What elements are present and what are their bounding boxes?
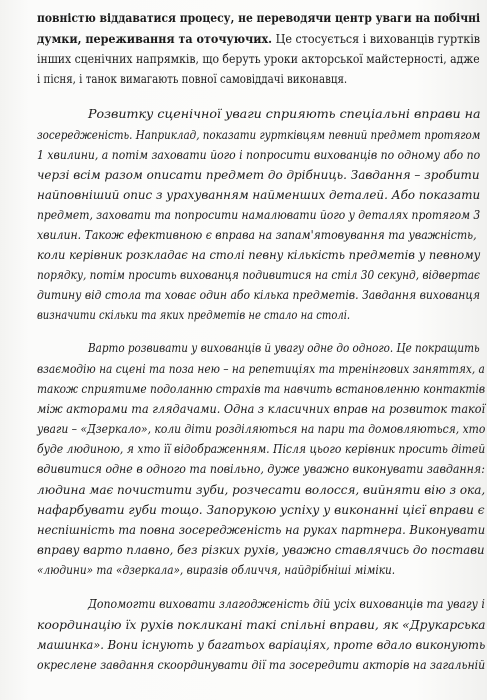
text-line — [37, 461, 485, 477]
text-span: вправу варто плавно, без різких рухів, уважно ставлячись до постави — [37, 543, 485, 557]
text-line — [37, 247, 480, 263]
text-span: «людини» та «дзеркала», виразів обличчя, найдрібніші міміки. — [37, 563, 396, 577]
text-line — [37, 167, 480, 183]
text-line — [37, 307, 350, 323]
text-line — [37, 522, 485, 538]
text-line — [37, 542, 485, 558]
text-line — [37, 421, 485, 437]
text-line — [37, 127, 480, 143]
text-line — [37, 267, 480, 283]
text-span: інших сценічних напрямків, що беруть уроки акторської майстерності, адже — [37, 51, 480, 66]
text-line — [37, 147, 480, 163]
text-line — [37, 207, 480, 223]
text-line — [37, 401, 485, 417]
text-span: вдивитися одне в одного та повільно, дуже уважно виконувати завдання: — [37, 462, 485, 476]
text-line — [37, 657, 485, 673]
text-span: Розвитку сценічної уваги сприяють спеціальні вправи на — [88, 107, 481, 121]
text-line — [37, 10, 480, 26]
text-line — [37, 31, 480, 47]
text-line — [37, 381, 485, 397]
text-span: визначити скільки та яких предметів не стало на столі. — [37, 308, 351, 322]
text-line — [37, 71, 347, 87]
text-span: 1 хвилини, а потім заховати його і попросити вихованців по одному або по — [37, 148, 481, 162]
text-span: буде людиною, я хто її відображенням. Після цього керівник просить дітей — [37, 442, 486, 456]
text-span: координацію їх рухів покликані такі спільні вправи, як «Друкарська — [37, 618, 486, 632]
text-line — [37, 287, 480, 303]
text-line — [37, 187, 480, 203]
text-span: черзі всім разом описати предмет до дрібниць. Завдання – зробити — [37, 168, 480, 182]
text-span: коли керівник розкладає на столі певну кількість предметів у певному — [37, 248, 481, 262]
text-span: окреслене завдання скоординувати дії та зосередити акторів на загальній — [37, 658, 486, 672]
text-line — [88, 106, 480, 122]
text-span: думки, переживання та оточуючих. — [37, 31, 273, 46]
text-span: також сприятиме подоланню страхів та навчить встановленню контактів — [37, 382, 485, 396]
text-line — [37, 502, 485, 518]
text-span: порядку, потім просить вихованця подивитися на стіл 30 секунд, відвертає — [37, 268, 480, 282]
text-line — [37, 562, 395, 578]
text-span: взаємодію на сцені та поза нею – на репетиціях та тренінгових заняттях, а — [37, 362, 485, 376]
text-span: зосередженість. Наприклад, показати гуртківцям певний предмет протягом — [37, 128, 481, 142]
text-span: хвилин. Також ефективною є вправа на запам'ятовування та уважність, — [37, 228, 477, 242]
text-span: Це стосується і вихованців гуртків — [272, 31, 481, 46]
text-span: і пісня, і танок вимагають повної самовіддачі виконавця. — [37, 71, 348, 86]
text-line — [37, 637, 485, 653]
text-line — [37, 441, 485, 457]
text-line — [37, 617, 485, 633]
text-span: між акторами та глядачами. Одна з класичних вправ на розвиток такої — [37, 402, 486, 416]
text-span: уваги – «Дзеркало», коли діти розділяються на пари та домовляються, хто — [37, 422, 486, 436]
text-line — [37, 361, 485, 377]
text-line — [88, 340, 480, 356]
text-line — [37, 51, 480, 67]
text-span: найповніший опис з урахуванням найменших деталей. Або показати — [37, 188, 481, 202]
text-span: людина має почистити зуби, розчесати волосся, вийняти вію з ока, — [37, 483, 486, 497]
text-span: неспішність та повна зосередженість на руках партнера. Виконувати — [37, 523, 486, 537]
text-span: машинка». Вони існують у багатьох варіаціях, проте вдало виконують — [37, 638, 486, 652]
text-span: повністю віддаватися процесу, не переводячи центр уваги на побічні — [37, 10, 481, 25]
text-span: дитину від стола та ховає один або кілька предметів. Завдання вихованця — [37, 288, 481, 302]
text-span: предмет, заховати та попросити намалювати його у деталях протягом 3 — [37, 208, 481, 222]
text-span: Допомогти виховати злагодженість дій усіх вихованців та увагу і — [88, 597, 485, 611]
text-line — [37, 482, 485, 498]
text-line — [37, 227, 477, 243]
text-span: Варто розвивати у вихованців й увагу одне до одного. Це покращить — [88, 341, 480, 355]
text-span: нафарбувати губи тощо. Запорукою успіху у виконанні цієї вправи є — [37, 503, 485, 517]
text-line — [88, 596, 485, 612]
